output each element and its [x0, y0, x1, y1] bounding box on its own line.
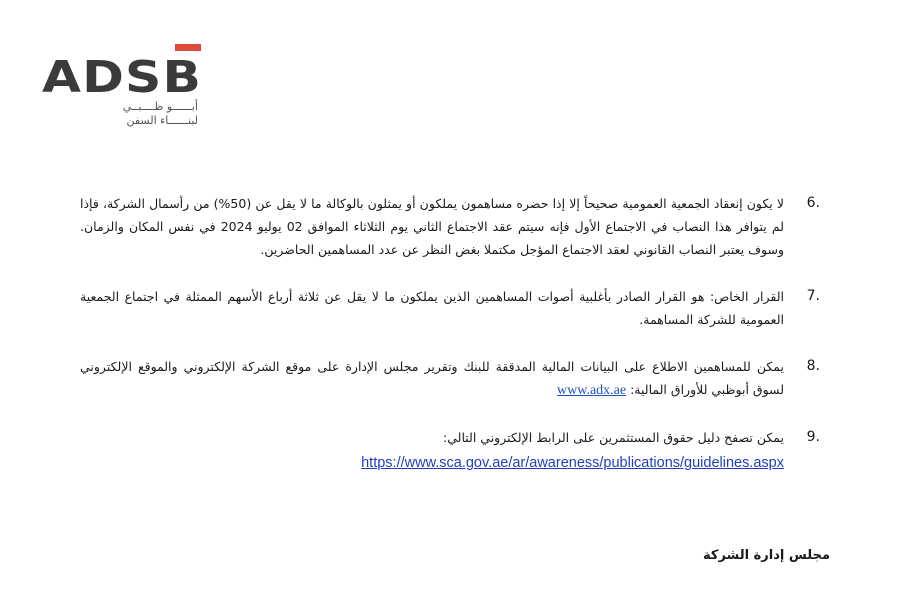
logo-subtitle — [48, 100, 198, 128]
list-item — [80, 426, 820, 475]
item-number: 6. — [806, 195, 820, 211]
document-body — [80, 192, 820, 499]
signature: مجلس إدارة الشركة — [703, 548, 830, 563]
item-number: 7. — [806, 288, 820, 304]
list-item — [80, 355, 820, 402]
item-text: لا يكون إنعقاد الجمعية العمومية صحيحاً إلا إذا حضره مساهمون يملكون أو يمثلون بالوكالة ما لا يقل عن (50%) من رأسمال الشركة، فإذا لم يتوافر هذا النصاب في الاجتماع الأول فإنه سيتم عقد الاجتماع الثاني يوم الثلاثاء الموافق 02 يوليو 2024 في نفس المكان والزمان. وسوف يعتبر النصاب القانوني لعقد الاجتماع المؤجل مكتملا بغض النظر عن عدد المساهمين الحاضرين. — [80, 196, 784, 257]
list-item — [80, 192, 820, 261]
item-text: يمكن للمساهمين الاطلاع على البيانات المالية المدققة للبنك وتقرير مجلس الإدارة على موقع الشركة الإلكتروني والموقع الإلكتروني لسوق أبوظبي للأوراق المالية: — [80, 359, 784, 397]
adx-link[interactable]: www.adx.ae — [557, 383, 627, 398]
item-number: 8. — [806, 358, 820, 374]
adsb-logo-mark — [40, 40, 210, 100]
item-text: القرار الخاص: هو القرار الصادر بأغلبية أصوات المساهمين الذين يملكون ما لا يقل عن ثلاثة أرباع الأسهم الممثلة في اجتماع الجمعية العمومية للشركة المساهمة. — [80, 289, 784, 327]
list-item — [80, 285, 820, 331]
svg-text:ADSB: ADSB — [42, 52, 202, 100]
logo-subtitle-line1: أبــــــو ظــــبــي — [122, 100, 198, 113]
company-logo — [40, 40, 210, 135]
logo-subtitle-line2: لبنــــــاء السفن — [126, 114, 198, 127]
item-number: 9. — [806, 429, 820, 445]
sca-guidelines-link[interactable]: https://www.sca.gov.ae/ar/awareness/publications/guidelines.aspx — [361, 455, 784, 471]
item-text: يمكن تصفح دليل حقوق المستثمرين على الرابط الإلكتروني التالي: — [443, 430, 784, 445]
